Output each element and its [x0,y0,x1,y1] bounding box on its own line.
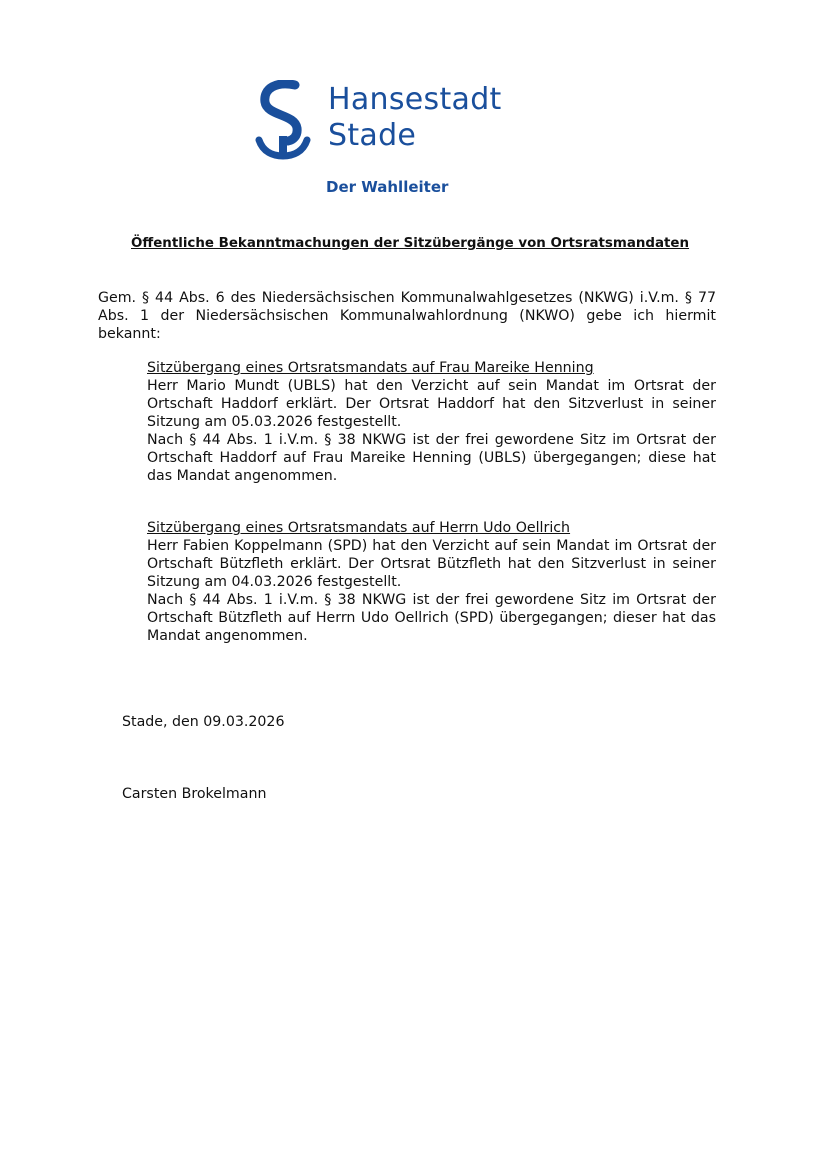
signer-name: Carsten Brokelmann [122,786,267,802]
section-paragraph: Herr Mario Mundt (UBLS) hat den Verzicht auf sein Mandat im Ortsrat der Ortschaft Haddorf erklärt. Der Ortsrat Haddorf hat den Sitzverlust in seiner Sitzung am 05.03.2026 festgestellt. [147,378,716,430]
logo-line-2: Stade [328,118,417,153]
section-heading: Sitzübergang eines Ortsratsmandats auf Herrn Udo Oellrich [147,520,571,536]
stade-anchor-s-icon [255,80,311,160]
section-heading: Sitzübergang eines Ortsratsmandats auf Frau Mareike Henning [147,360,594,376]
announcement-section-2 [147,519,716,645]
place-and-date: Stade, den 09.03.2026 [122,714,285,730]
issuer-label: Der Wahlleiter [326,178,449,196]
section-paragraph: Herr Fabien Koppelmann (SPD) hat den Verzicht auf sein Mandat im Ortsrat der Ortschaft Bützfleth erklärt. Der Ortsrat Bützfleth hat den Sitzverlust in seiner Sitzung am 04.03.2026 festgestellt. [147,538,716,590]
document-title: Öffentliche Bekanntmachungen der Sitzübergänge von Ortsratsmandaten [131,236,690,251]
city-logo [255,80,535,160]
logo-wordmark [328,82,502,154]
intro-paragraph: Gem. § 44 Abs. 6 des Niedersächsischen Kommunalwahlgesetzes (NKWG) i.V.m. § 77 Abs. 1 der Niedersächsischen Kommunalwahlordnung (NKWO) gebe ich hiermit bekannt: [98,290,716,342]
logo-line-1: Hansestadt [328,82,502,117]
announcement-section-1 [147,359,716,485]
section-paragraph: Nach § 44 Abs. 1 i.V.m. § 38 NKWG ist der frei gewordene Sitz im Ortsrat der Ortschaft Haddorf auf Frau Mareike Henning (UBLS) übergegangen; diese hat das Mandat angenommen. [147,432,716,484]
section-paragraph: Nach § 44 Abs. 1 i.V.m. § 38 NKWG ist der frei gewordene Sitz im Ortsrat der Ortschaft Bützfleth auf Herrn Udo Oellrich (SPD) übergegangen; dieser hat das Mandat angenommen. [147,592,716,644]
